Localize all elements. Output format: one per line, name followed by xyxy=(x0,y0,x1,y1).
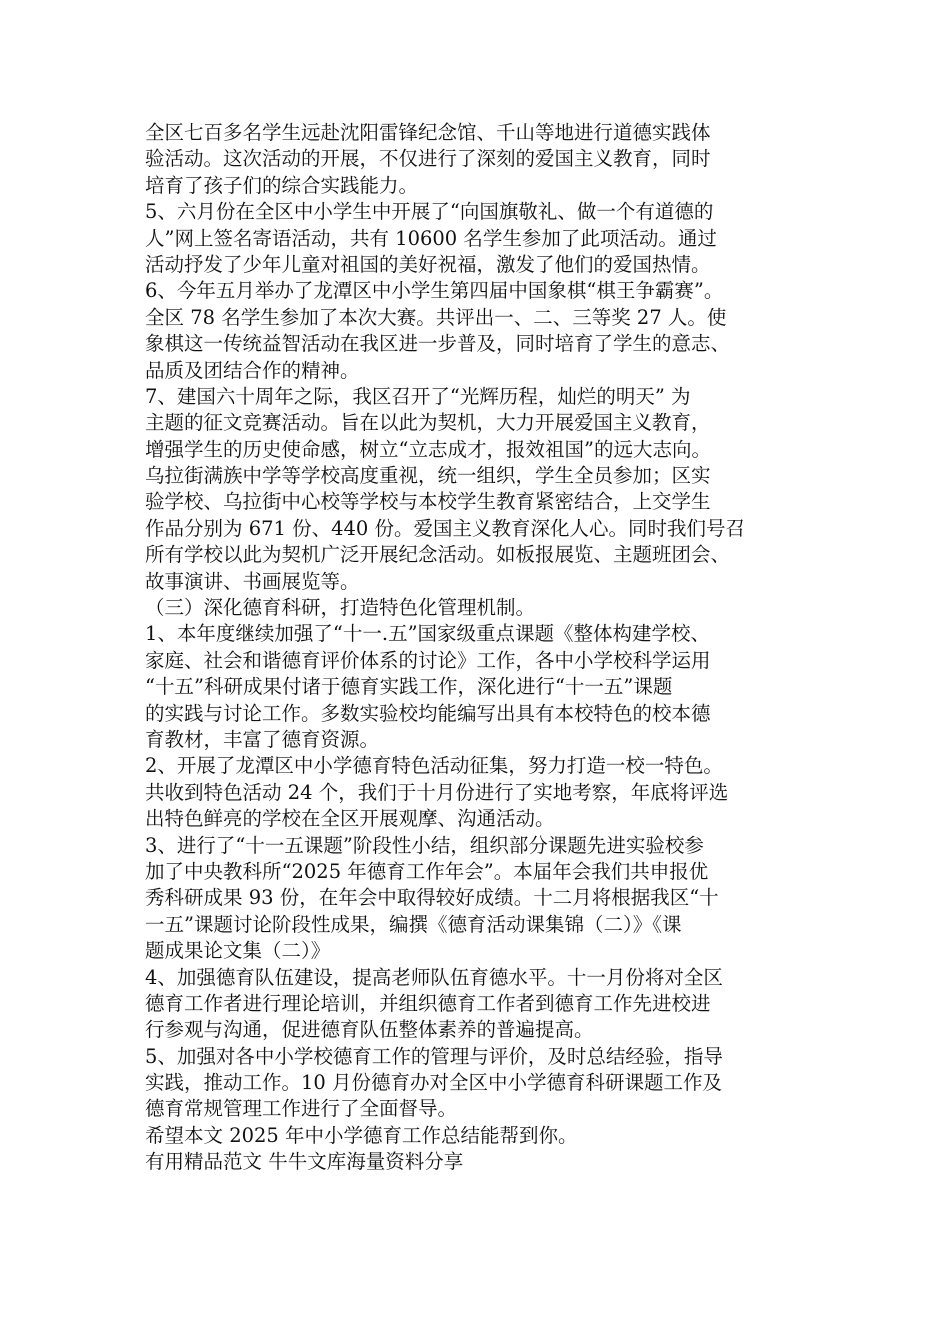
text-line: 题成果论文集（二）》 xyxy=(145,939,331,963)
text-line: 共收到特色活动 24 个，我们于十月份进行了实地考察，年底将评选 xyxy=(145,780,729,804)
text-line: 5、六月份在全区中小学生中开展了“向国旗敬礼、做一个有道德的 xyxy=(145,200,714,224)
text-line: 6、今年五月举办了龙潭区中小学生第四届中国象棋“棋王争霸赛”。 xyxy=(145,279,724,303)
text-line: 加了中央教科所“2025 年德育工作年会”。本届年会我们共申报优 xyxy=(145,859,709,883)
footer-line: 有用精品范文 牛牛文库海量资料分享 xyxy=(145,1150,464,1174)
text-line: 故事演讲、书画展览等。 xyxy=(145,569,360,593)
text-line: 家庭、社会和谐德育评价体系的讨论》工作，各中小学校科学运用 xyxy=(145,648,711,672)
text-line: 德育工作者进行理论培训，并组织德育工作者到德育工作先进校进 xyxy=(145,991,711,1015)
text-line: 的实践与讨论工作。多数实验校均能编写出具有本校特色的校本德 xyxy=(145,701,711,725)
text-line: 2、开展了龙潭区中小学德育特色活动征集，努力打造一校一特色。 xyxy=(145,754,723,778)
text-line: 验活动。这次活动的开展，不仅进行了深刻的爱国主义教育，同时 xyxy=(145,147,711,171)
text-line: 全区 78 名学生参加了本次大赛。共评出一、二、三等奖 27 人。使 xyxy=(145,305,727,329)
closing-line: 希望本文 2025 年中小学德育工作总结能帮到你。 xyxy=(145,1123,578,1147)
text-line: 增强学生的历史使命感，树立“立志成才，报效祖国”的远大志向。 xyxy=(145,437,711,461)
text-line: 出特色鲜亮的学校在全区开展观摩、沟通活动。 xyxy=(145,807,555,831)
document-body xyxy=(145,120,825,1176)
text-line: 象棋这一传统益智活动在我区进一步普及，同时培育了学生的意志、 xyxy=(145,332,731,356)
text-line: 育教材，丰富了德育资源。 xyxy=(145,727,380,751)
text-line: 全区七百多名学生远赴沈阳雷锋纪念馆、千山等地进行道德实践体 xyxy=(145,121,711,144)
text-line: 主题的征文竞赛活动。旨在以此为契机，大力开展爱国主义教育， xyxy=(145,411,711,435)
text-line: 品质及团结合作的精神。 xyxy=(145,358,360,382)
text-line: 秀科研成果 93 份，在年会中取得较好成绩。十二月将根据我区“十 xyxy=(145,886,719,910)
text-line: 所有学校以此为契机广泛开展纪念活动。如板报展览、主题班团会、 xyxy=(145,543,731,567)
text-line: 活动抒发了少年儿童对祖国的美好祝福，激发了他们的爱国热情。 xyxy=(145,252,711,276)
text-line: 4、加强德育队伍建设，提高老师队伍育德水平。十一月份将对全区 xyxy=(145,965,723,989)
text-line: 德育常规管理工作进行了全面督导。 xyxy=(145,1097,458,1121)
section-heading: （三）深化德育科研，打造特色化管理机制。 xyxy=(145,596,536,620)
text-line: 乌拉街满族中学等学校高度重视，统一组织，学生全员参加；区实 xyxy=(145,464,711,488)
text-line: 5、加强对各中小学校德育工作的管理与评价，及时总结经验，指导 xyxy=(145,1044,723,1068)
text-line: 一五”课题讨论阶段性成果，编撰《德育活动课集锦（二）》《课 xyxy=(145,912,682,936)
text-line: 3、进行了“十一五课题”阶段性小结，组织部分课题先进实验校参 xyxy=(145,833,704,857)
text-line: “十五”科研成果付诸于德育实践工作，深化进行“十一五”课题 xyxy=(145,675,673,699)
text-line: 实践，推动工作。10 月份德育办对全区中小学德育科研课题工作及 xyxy=(145,1071,723,1095)
text-line: 行参观与沟通，促进德育队伍整体素养的普遍提高。 xyxy=(145,1018,594,1042)
text-line: 验学校、乌拉街中心校等学校与本校学生教育紧密结合，上交学生 xyxy=(145,490,711,514)
text-line: 1、本年度继续加强了“十一.五”国家级重点课题《整体构建学校、 xyxy=(145,622,711,646)
text-line: 培育了孩子们的综合实践能力。 xyxy=(145,173,419,197)
text-line: 7、建国六十周年之际，我区召开了“光辉历程，灿烂的明天” 为 xyxy=(145,384,691,408)
text-line: 人”网上签名寄语活动，共有 10600 名学生参加了此项活动。通过 xyxy=(145,226,717,250)
text-line: 作品分别为 671 份、440 份。爱国主义教育深化人心。同时我们号召 xyxy=(145,516,746,540)
